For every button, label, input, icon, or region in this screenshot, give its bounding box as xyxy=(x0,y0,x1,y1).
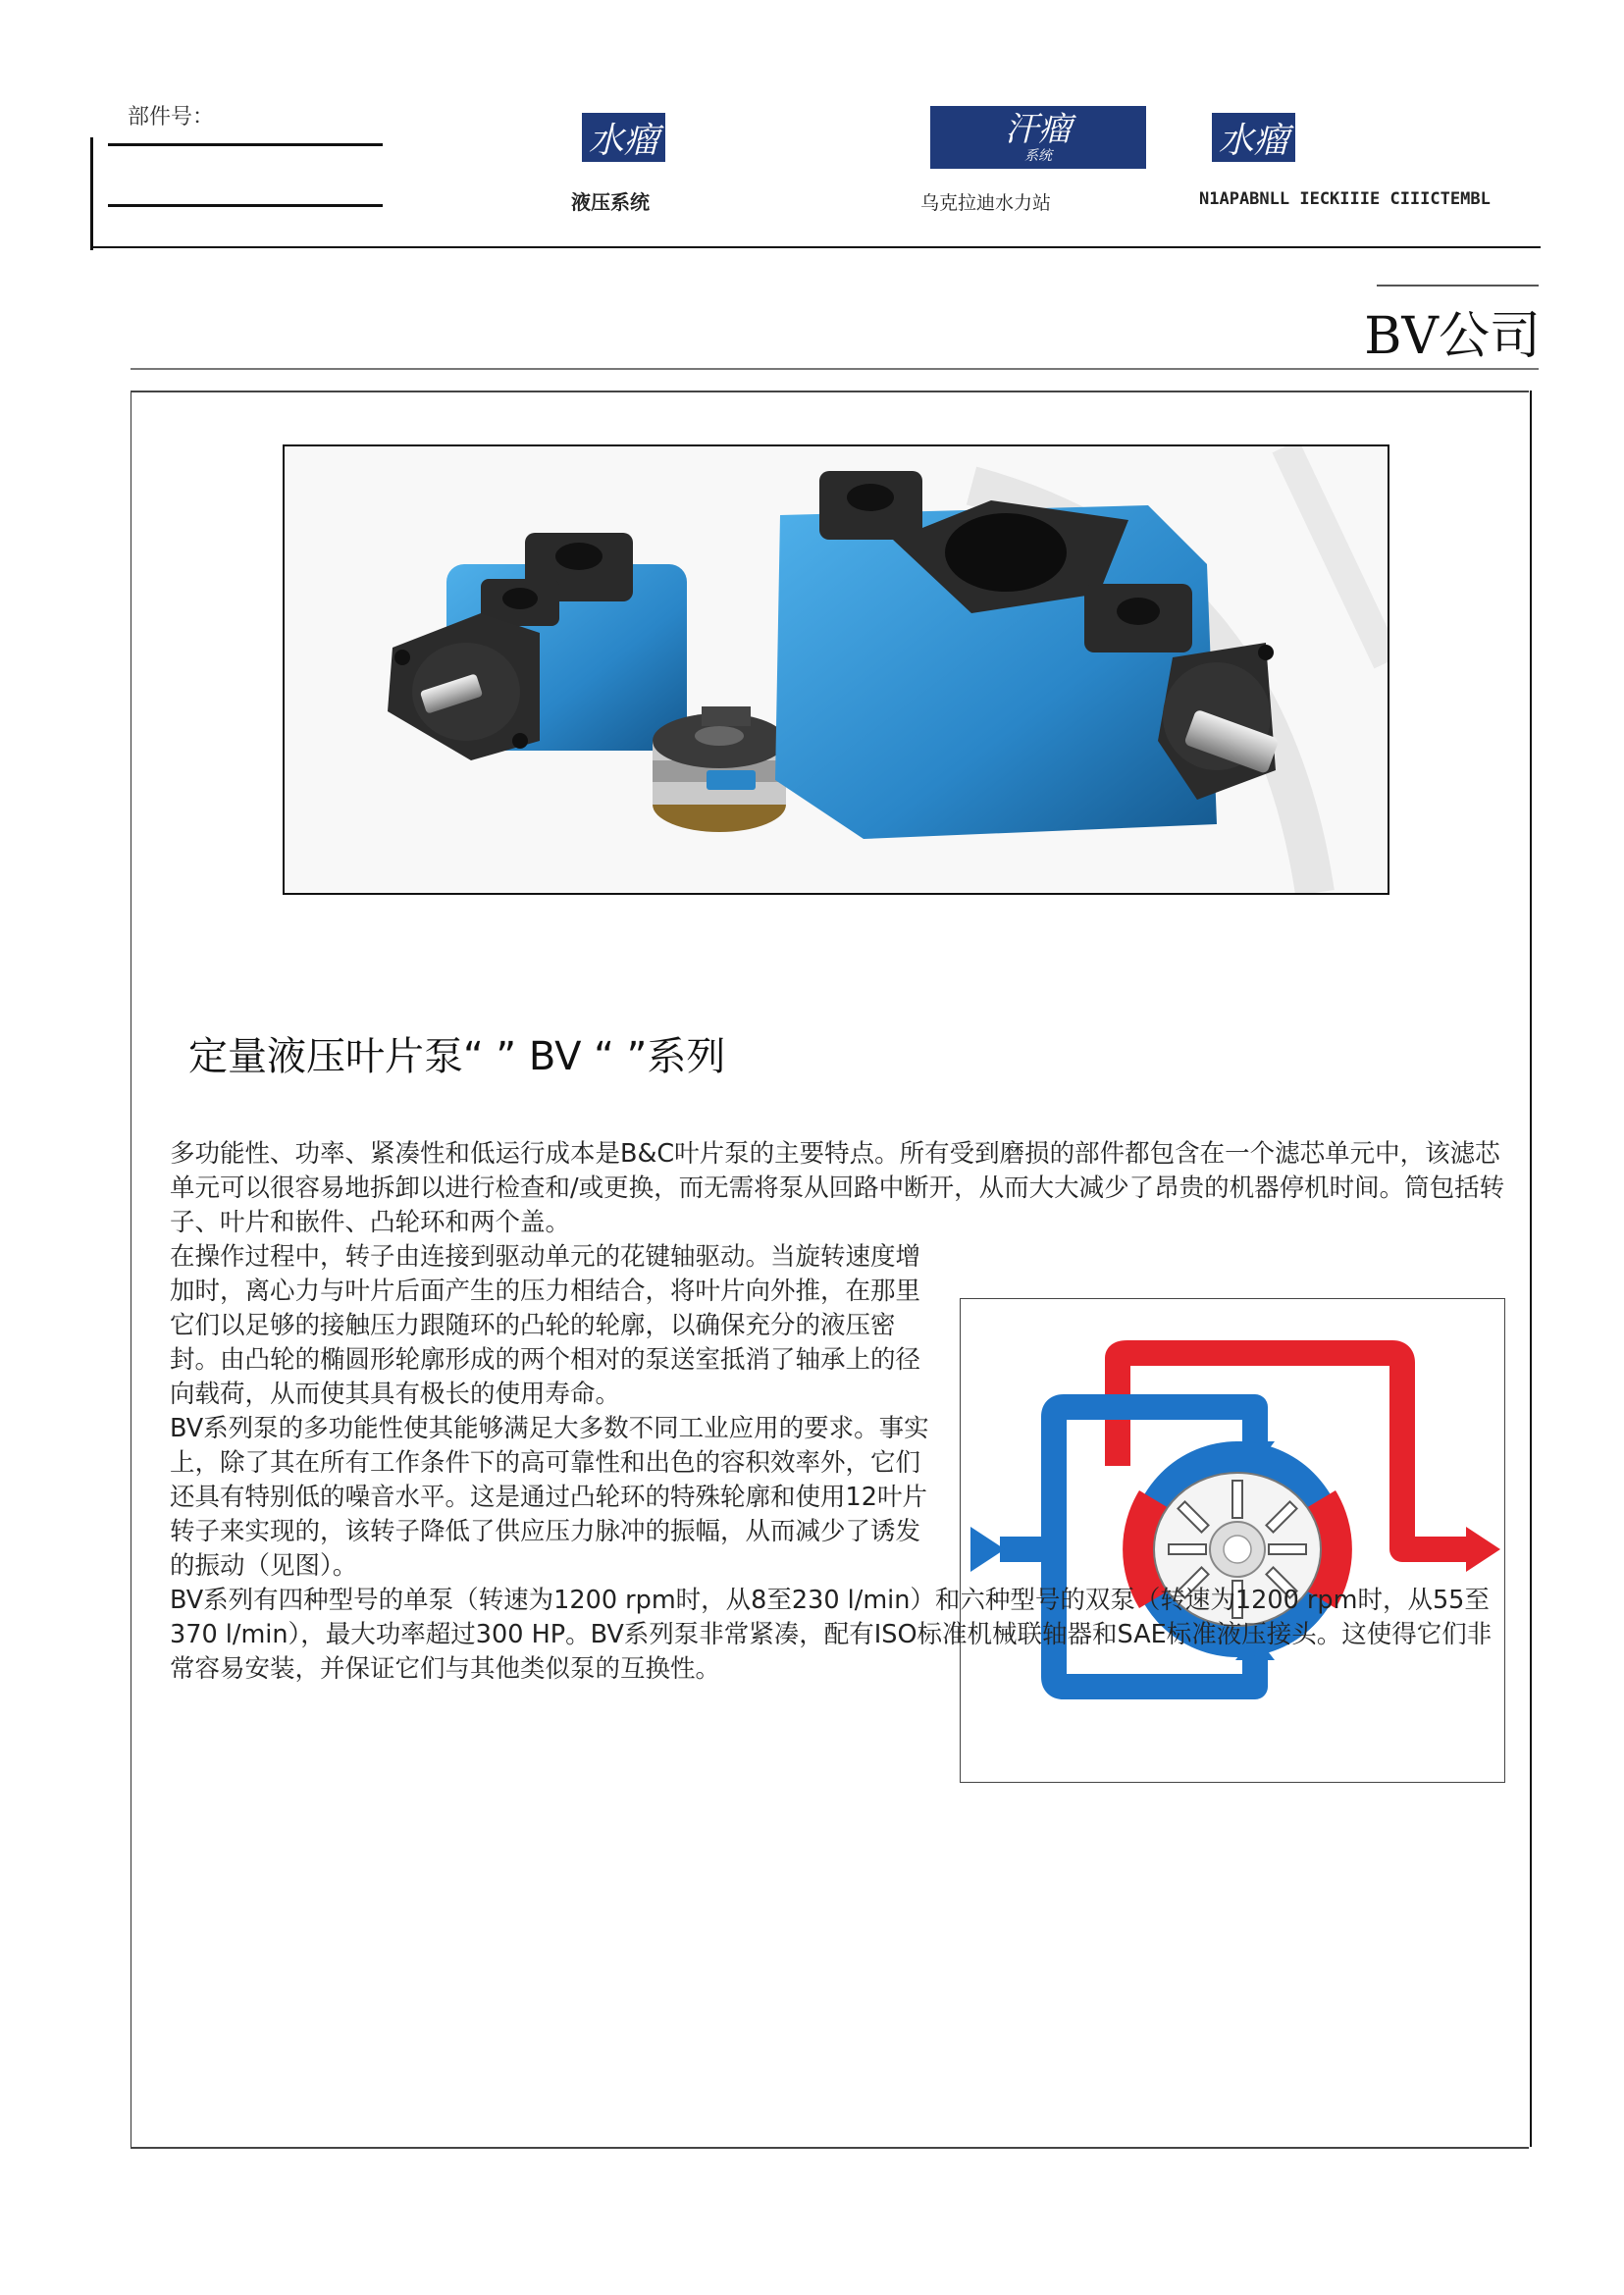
header-bottom-rule xyxy=(90,246,1541,248)
part-number-label: 部件号： xyxy=(128,105,215,130)
part-number-line-2 xyxy=(108,204,383,207)
logo-mark: 汗瘤 xyxy=(1005,110,1072,149)
flow-diagram-svg xyxy=(961,1299,1504,1782)
frame-top-rule xyxy=(131,391,1529,392)
brand-name: BV公司 xyxy=(1364,307,1541,366)
logo-hydropower-station xyxy=(930,106,1146,169)
double-pump xyxy=(775,471,1280,839)
cartridge-kit xyxy=(653,706,786,832)
product-photo xyxy=(283,444,1389,895)
left-vertical-rule xyxy=(90,137,93,250)
logo-caption-hydraulic: 液压系统 xyxy=(571,190,650,214)
operation-paragraph: 在操作过程中，转子由连接到驱动单元的花键轴驱动。当旋转速度增加时，离心力与叶片后面产生的压力相结合，将叶片向外推，在那里它们以足够的接触压力跟随环的凸轮的轮廓，以确保充分的液压密封。由凸轮的椭圆形轮廓形成的两个相对的泵送室抵消了轴承上的径向载荷，从而使其具有极长的使用寿命。 xyxy=(170,1242,921,1409)
logo-mark: 水瘤 xyxy=(588,120,659,161)
vane-pump-flow-diagram xyxy=(960,1298,1505,1783)
logo-mark-sub: 系统 xyxy=(1024,148,1052,164)
page-title: 定量液压叶片泵“ ” BV “ ”系列 xyxy=(188,1034,726,1079)
logo-latin-system xyxy=(1212,113,1295,162)
models-paragraph: BV系列有四种型号的单泵（转速为1200 rpm时，从8至230 l/min）和六种型号的双泵（转速为1200 rpm时，从55至370 l/min），最大功率超过300 HP。BV系列泵非常紧凑，配有ISO标准机械联轴器和SAE标准液压接头。这使得它们非常容易安装，并保证它们与其他类似泵的互换性。 xyxy=(170,1586,1493,1684)
versatility-paragraph: BV系列泵的多功能性使其能够满足大多数不同工业应用的要求。事实上，除了其在所有工作条件下的高可靠性和出色的容积效率外，它们还具有特别低的噪音水平。这是通过凸轮环的特殊轮廓和使用12叶片转子来实现的，该转子降低了供应压力脉冲的振幅，从而减少了诱发的振动（见图）。 xyxy=(170,1414,929,1581)
brand-top-rule xyxy=(1377,285,1539,287)
part-number-line-1 xyxy=(108,143,383,146)
single-pump xyxy=(388,533,687,760)
logo-caption-latin: N1APABNLL IECKIIIE CIIICTEMBL xyxy=(1199,189,1491,209)
logo-caption-hydropower: 乌克拉迪水力站 xyxy=(920,192,1052,214)
vane-pump-illustration xyxy=(285,446,1388,893)
frame-bottom-rule xyxy=(131,2147,1529,2149)
logo-mark: 水瘤 xyxy=(1218,120,1289,161)
intro-paragraph: 多功能性、功率、紧凑性和低运行成本是B&C叶片泵的主要特点。所有受到磨损的部件都包含在一个滤芯单元中，该滤芯单元可以很容易地拆卸以进行检查和/或更换，而无需将泵从回路中断开，从而大大减少了昂贵的机器停机时间。筒包括转子、叶片和嵌件、凸轮环和两个盖。 xyxy=(170,1139,1505,1237)
brand-bottom-rule xyxy=(131,368,1539,370)
logo-hydraulic-system xyxy=(582,113,665,162)
